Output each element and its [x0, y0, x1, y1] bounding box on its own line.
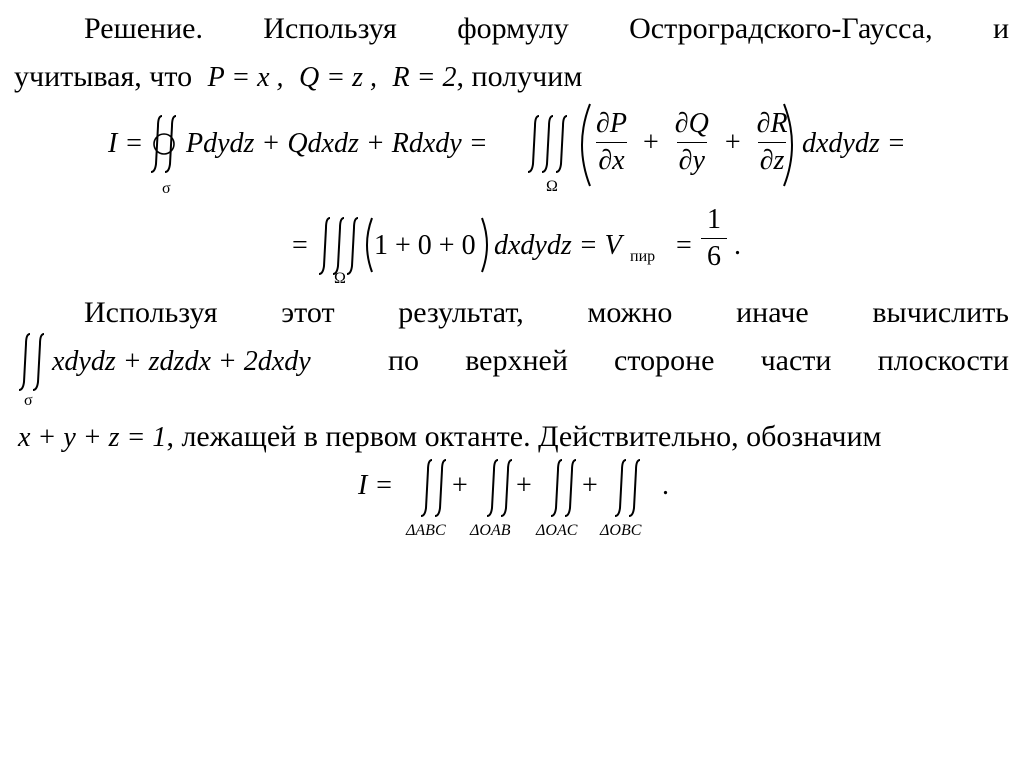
right-paren-icon: [778, 100, 802, 190]
divergence-sum: $\frac{\partial P}{\partial x}$ + $\frac{\partial Q}{\partial y}$ + $\frac{\partial R}{\partial z}$: [596, 108, 788, 176]
double-integral-icon: [18, 330, 54, 394]
double-integral-icon: [420, 456, 456, 520]
para2-line3: x + y + z = 1, лежащей в первом октанте. Действительно, обозначим: [18, 420, 882, 453]
triangle-subscript: ΔOAC: [536, 522, 578, 539]
double-integral-icon: [550, 456, 586, 520]
triangle-subscript: ΔABC: [406, 522, 446, 539]
volume-subscript: Ω: [546, 178, 558, 195]
intro-word: Решение.: [84, 12, 203, 45]
triangle-subscript: ΔOBC: [600, 522, 642, 539]
intro-word: Остроградского-Гаусса,: [629, 12, 933, 45]
closed-double-integral-icon: [148, 112, 188, 176]
right-paren-icon: [478, 214, 494, 276]
intro-line2: учитывая, что P = x , Q = z , R = 2, получим: [14, 60, 583, 93]
left-paren-icon: [572, 100, 596, 190]
intro-word: формулу: [457, 12, 569, 45]
surface-subscript: σ: [162, 180, 171, 197]
intro-line1: [14, 12, 1009, 46]
volume-subscript: Ω: [334, 270, 346, 287]
p-equation: P = x ,: [207, 62, 284, 93]
intro-word: и: [992, 12, 1009, 45]
double-integral-icon: [614, 456, 650, 520]
surface-integrand: xdydz + zdzdx + 2dxdy: [52, 346, 311, 377]
surface-subscript: σ: [24, 392, 33, 409]
triangle-subscript: ΔOAB: [470, 522, 511, 539]
plane-equation: x + y + z = 1: [18, 422, 167, 453]
fraction-one-sixth: $\frac{1}{6}$: [702, 204, 722, 273]
para2-line2: по верхней стороне части плоскости: [388, 344, 1009, 377]
q-equation: Q = z ,: [299, 62, 378, 93]
volume-subscript-pyramid: пир: [630, 248, 656, 265]
para2-line1: Используя этот результат, можно иначе вычислить: [84, 296, 1009, 329]
r-equation: R = 2: [392, 62, 457, 93]
intro-word: Используя: [263, 12, 397, 45]
